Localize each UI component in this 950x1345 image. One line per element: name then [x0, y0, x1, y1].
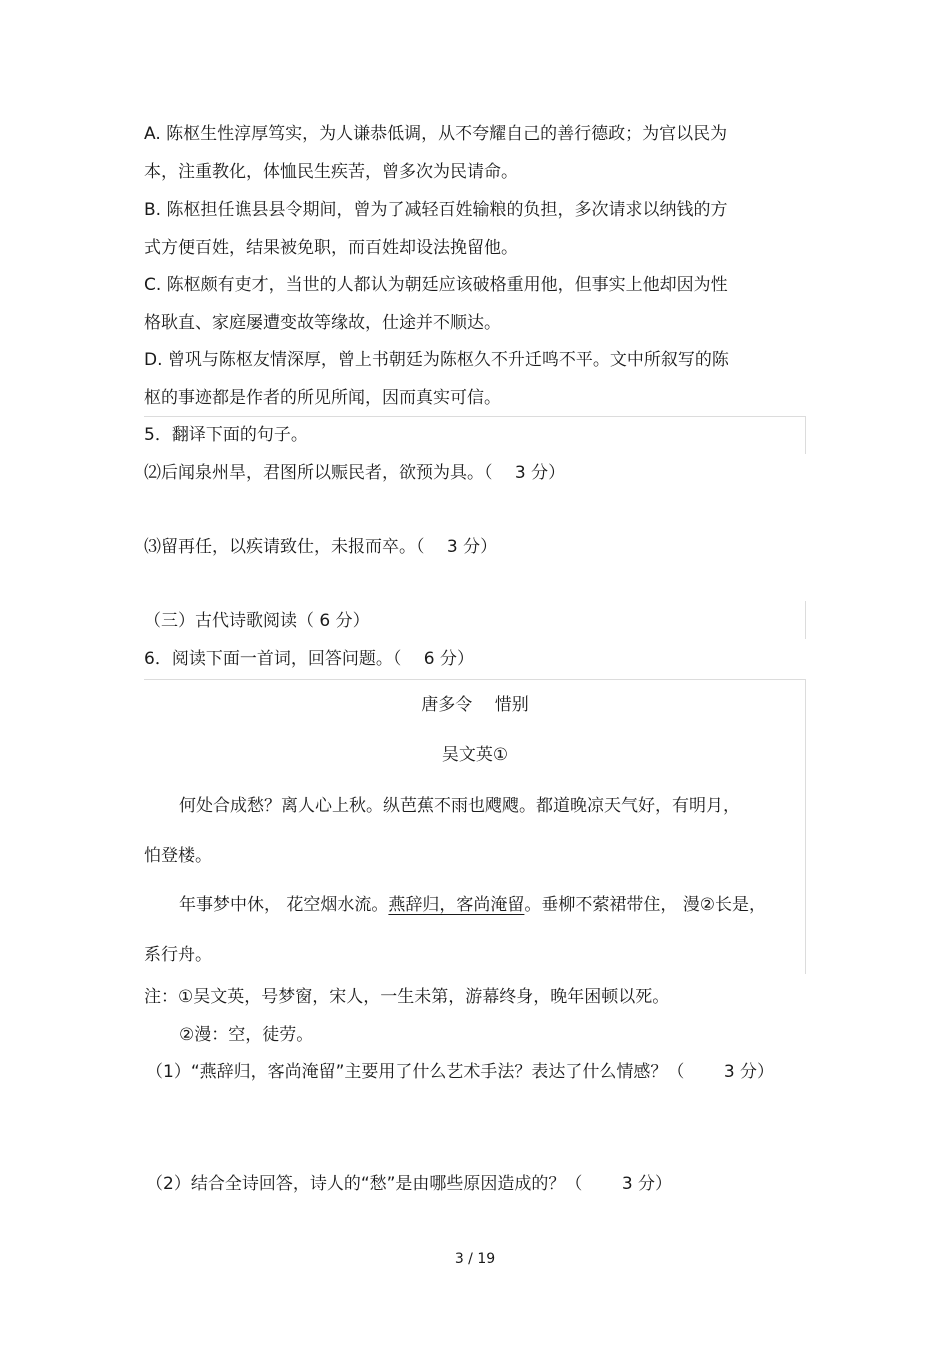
divider-q5-right: [805, 416, 806, 454]
section3-heading: （三）古代诗歌阅读（ 6 分）: [144, 611, 370, 631]
option-a-line2: 本，注重教化，体恤民生疾苦，曾多次为民请命。: [144, 162, 518, 182]
option-b-line2: 式方便百姓，结果被免职，而百姓却设法挽留他。: [144, 238, 518, 258]
poem-title: 唐多令 惜别: [421, 695, 529, 715]
poem-stanza1-line2: 怕登楼。: [144, 846, 212, 866]
option-d-line1: D. 曾巩与陈枢友情深厚，曾上书朝廷为陈枢久不升迁鸣不平。文中所叙写的陈: [144, 350, 729, 370]
poem-author: 吴文英①: [441, 745, 509, 765]
poem-box-right: [805, 679, 806, 974]
option-c-line1: C. 陈枢颇有吏才，当世的人都认为朝廷应该破格重用他，但事实上他却因为性: [144, 275, 728, 295]
q5-title: 5．翻译下面的句子。: [144, 425, 308, 445]
poem-stanza2-line2: 系行舟。: [144, 945, 212, 965]
q6-sub-1: （1）“燕辞归，客尚淹留”主要用了什么艺术手法？表达了什么情感？（ 3 分）: [146, 1062, 775, 1082]
note-2: ②漫：空，徒劳。: [179, 1025, 314, 1045]
divider-q5-top: [144, 416, 806, 417]
poem-stanza1-line1: 何处合成愁？离人心上秋。纵芭蕉不雨也飕飕。都道晚凉天气好，有明月，: [179, 796, 740, 816]
q5-sentence-3: ⑶留再任，以疾请致仕，未报而卒。（ 3 分）: [144, 537, 498, 557]
divider-section3-right: [805, 601, 806, 639]
poem-underlined-phrase: 燕辞归，客尚淹留: [388, 895, 525, 915]
page-number: 3 / 19: [454, 1251, 496, 1267]
option-a-line1: A. 陈枢生性淳厚笃实，为人谦恭低调，从不夸耀自己的善行德政；为官以民为: [144, 124, 728, 144]
note-1: 注：①吴文英，号梦窗，宋人，一生未第，游幕终身，晚年困顿以死。: [144, 987, 670, 1007]
option-d-line2: 枢的事迹都是作者的所见所闻，因而真实可信。: [144, 388, 501, 408]
q6-title: 6．阅读下面一首词，回答问题。（ 6 分）: [144, 649, 474, 669]
option-c-line2: 格耿直、家庭屡遭变故等缘故，仕途并不顺达。: [144, 313, 501, 333]
option-b-line1: B. 陈枢担任谯县县令期间，曾为了减轻百姓输粮的负担，多次请求以纳钱的方: [144, 200, 728, 220]
poem-stanza2-pre: 年事梦中休， 花空烟水流。: [179, 895, 389, 915]
poem-box-top: [144, 679, 806, 680]
q5-sentence-2: ⑵后闻泉州旱，君图所以赈民者，欲预为具。（ 3 分）: [144, 463, 566, 483]
poem-stanza2-line1: [179, 893, 766, 917]
poem-stanza2-post: 。垂柳不萦裙带住， 漫②长是，: [524, 895, 767, 915]
q6-sub-2: （2）结合全诗回答，诗人的“愁”是由哪些原因造成的？（ 3 分）: [146, 1174, 673, 1194]
